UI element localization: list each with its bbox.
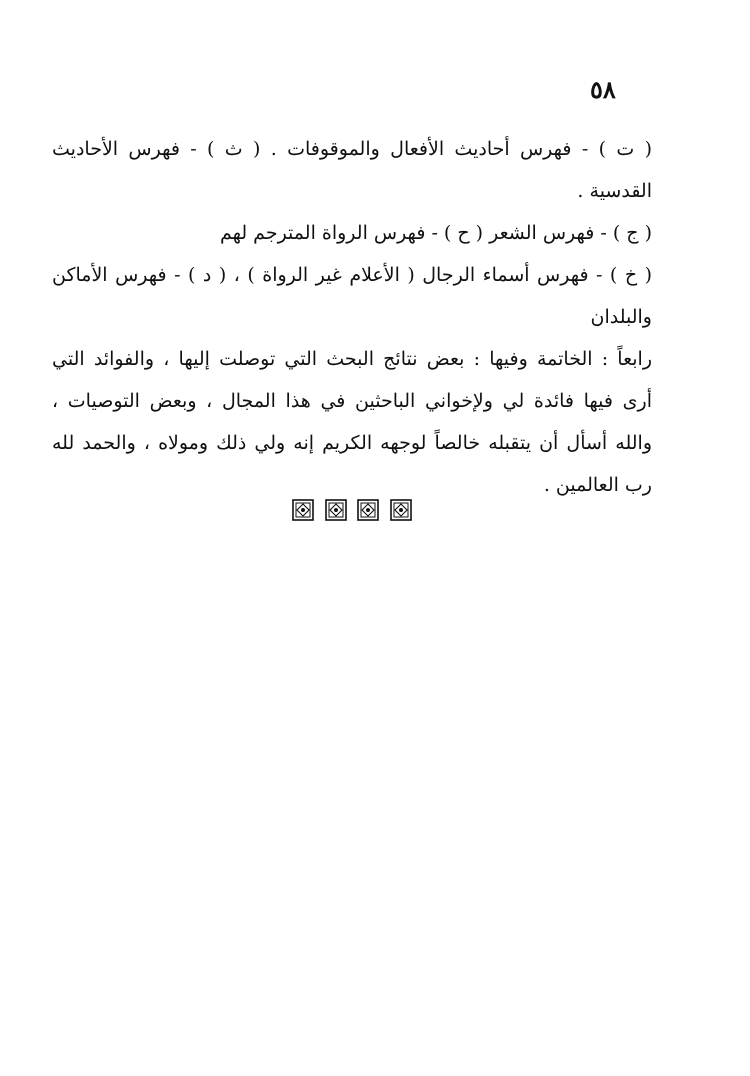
text-line: والبلدان <box>590 306 652 328</box>
decorative-square-ornament-icon <box>390 499 412 521</box>
text-line: ( خ ) - فهرس أسماء الرجال ( الأعلام غير الرواة ) ، ( د ) - فهرس الأماكن <box>52 264 652 286</box>
text-line: والله أسأل أن يتقبله خالصاً لوجهه الكريم إنه ولي ذلك ومولاه ، والحمد لله <box>52 432 652 454</box>
decorative-square-ornament-icon <box>325 499 347 521</box>
body-text <box>52 128 652 506</box>
page-number: ٥٨ <box>590 75 616 104</box>
text-line: أرى فيها فائدة لي ولإخواني الباحثين في هذا المجال ، وبعض التوصيات ، <box>52 390 652 412</box>
text-line: القدسية . <box>577 180 652 202</box>
decorative-square-ornament-icon <box>357 499 379 521</box>
text-line: رب العالمين . <box>543 474 652 496</box>
text-line: ( ت ) - فهرس أحاديث الأفعال والموقوفات . ( ث ) - فهرس الأحاديث <box>52 138 652 160</box>
text-line: ( ج ) - فهرس الشعر ( ح ) - فهرس الرواة المترجم لهم <box>219 222 652 244</box>
text-line: رابعاً : الخاتمة وفيها : بعض نتائج البحث التي توصلت إليها ، والفوائد التي <box>52 348 652 370</box>
decorative-square-ornament-icon <box>292 499 314 521</box>
section-end-ornaments <box>292 497 412 523</box>
